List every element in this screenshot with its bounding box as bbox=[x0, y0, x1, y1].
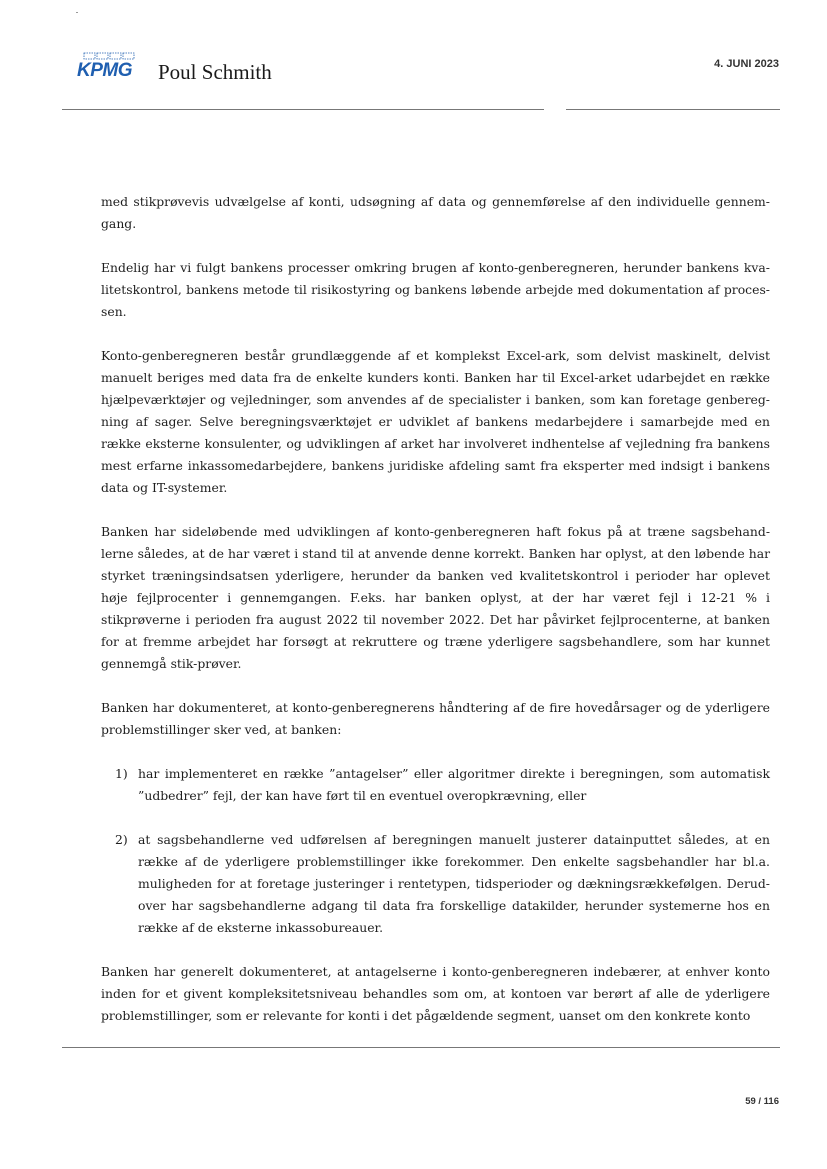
page-number: 59 / 116 bbox=[745, 1096, 779, 1107]
list-item-text: har implementeret en række ”antagelser” eller algoritmer direkte i beregningen, som automatisk ”udbedrer” fejl, der kan have ført til en eventuel overopkrævning, eller bbox=[138, 766, 770, 803]
body-paragraph: Banken har dokumenteret, at konto-genberegnerens håndtering af de fire hovedårsager og de yderligere problemstillinger sker ved, at banken: bbox=[101, 700, 770, 737]
document-body bbox=[101, 191, 770, 1049]
list-item-number: 2) bbox=[115, 832, 128, 847]
header-divider-right bbox=[566, 109, 780, 110]
document-date: 4. JUNI 2023 bbox=[714, 58, 779, 70]
footer-divider bbox=[62, 1047, 780, 1048]
body-paragraph: Konto-genberegneren består grundlæggende af et komplekst Excel-ark, som delvist maskinelt, delvist manuelt beriges med data fra de enkelte kunders konti. Banken har til Excel-arket udarbejdet en række hjælpeværktøjer og vejledninger, som anvendes af de specialister i banken, som kan foretage genbereg-ning af sager. Selve beregningsværktøjet er udviklet af bankens medarbejdere i samarbejde med en række eksterne konsulenter, og udviklingen af arket har involveret indhentelse af vejledning fra bankens mest erfarne inkassomedarbejdere, bankens juridiske afdeling samt fra eksperter med indsigt i bankens data og IT-systemer. bbox=[101, 348, 770, 495]
page-header bbox=[0, 0, 827, 120]
body-paragraph: Endelig har vi fulgt bankens processer omkring brugen af konto-genberegneren, herunder bankens kva-litetskontrol, bankens metode til risikostyring og bankens løbende arbejde med dokumentation af proces-sen. bbox=[101, 260, 770, 319]
list-item bbox=[101, 763, 770, 807]
list-item-number: 1) bbox=[115, 766, 128, 781]
firm-name: Poul Schmith bbox=[158, 60, 272, 84]
list-item bbox=[101, 829, 770, 939]
kpmg-logo-text: KPMG bbox=[77, 60, 132, 81]
header-divider-left bbox=[62, 109, 544, 110]
body-paragraph: Banken har sideløbende med udviklingen af konto-genberegneren haft fokus på at træne sagsbehand-lerne således, at de har været i stand til at anvende denne korrekt. Banken har oplyst, at den løbende har styrket træningsindsatsen yderligere, herunder da banken ved kvalitetskontrol i perioder har oplevet høje fejlprocenter i gennemgangen. F.eks. har banken oplyst, at der har været fejl i 12-21 % i stikprøverne i perioden fra august 2022 til november 2022. Det har påvirket fejlprocenterne, at banken for at fremme arbejdet har forsøgt at rekruttere og træne yderligere sagsbehandlere, som har kunnet gennemgå stik-prøver. bbox=[101, 524, 770, 671]
list-item-text: at sagsbehandlerne ved udførelsen af beregningen manuelt justerer datainputtet således, at en række af de yderligere problemstillinger ikke forekommer. Den enkelte sagsbehandler har bl.a. muligheden for at foretage justeringer i rentetypen, tidsperioder og dækningsrækkefølgen. Derud-over har sagsbehandlerne adgang til data fra forskellige datakilder, herunder systemerne hos en række af de eksterne inkassobureauer. bbox=[138, 832, 770, 935]
body-paragraph: med stikprøvevis udvælgelse af konti, udsøgning af data og gennemførelse af den individuelle gennem-gang. bbox=[101, 194, 770, 231]
numbered-list bbox=[101, 763, 770, 939]
kpmg-logo-boxes-icon bbox=[83, 52, 137, 60]
body-paragraph: Banken har generelt dokumenteret, at antagelserne i konto-genberegneren indebærer, at enhver konto inden for et givent kompleksitetsniveau behandles som om, at kontoen var berørt af alle de yderligere problemstillinger, som er relevante for konti i det pågældende segment, uanset om den konkrete konto bbox=[101, 964, 770, 1023]
kpmg-logo bbox=[77, 50, 139, 84]
